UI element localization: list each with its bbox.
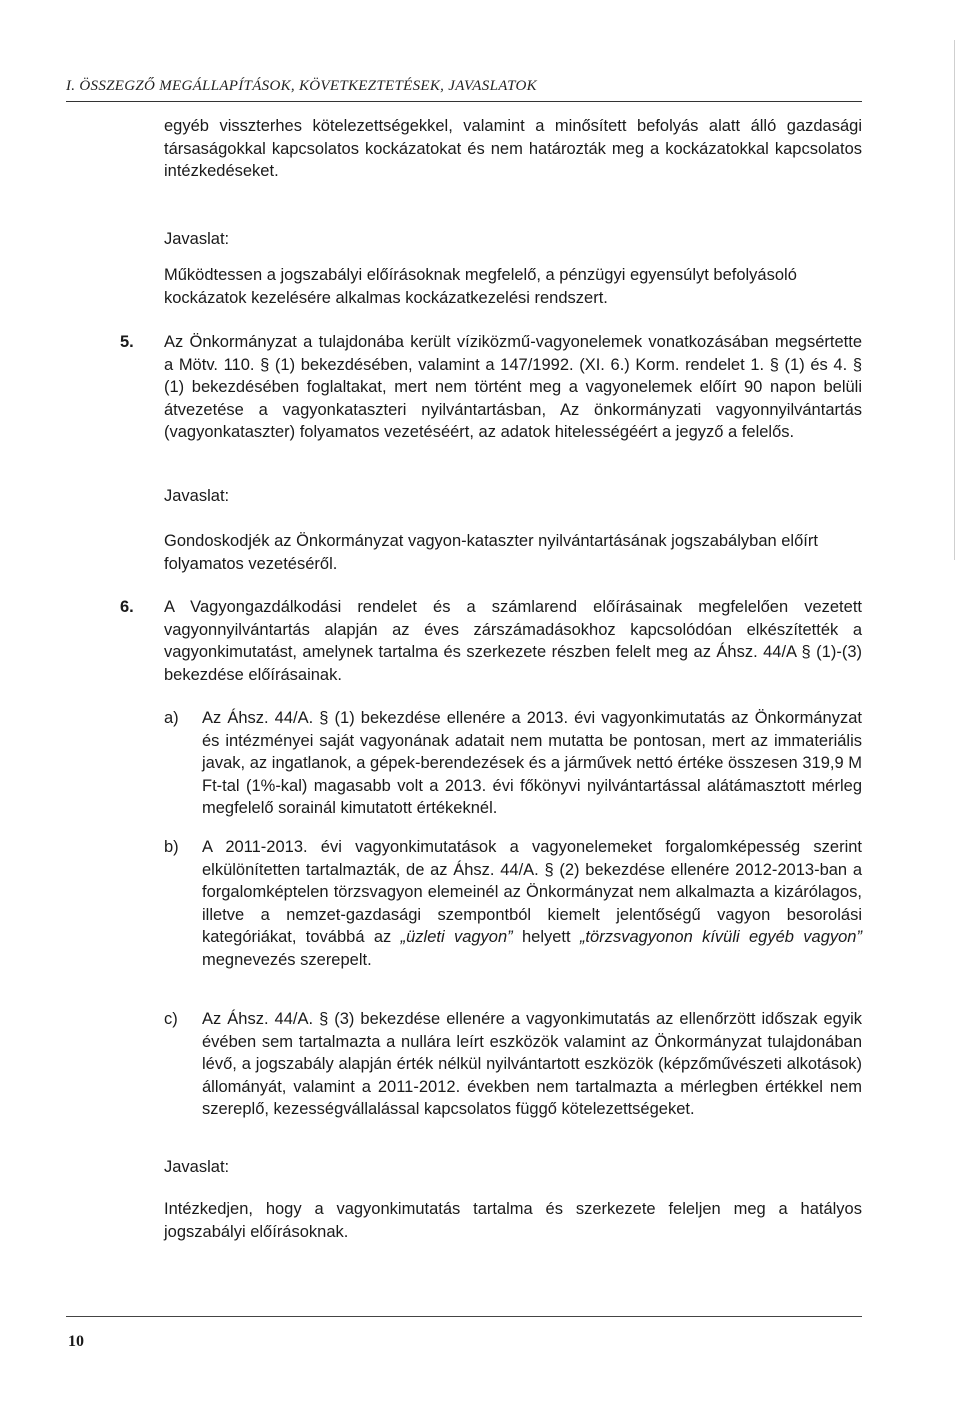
item-b-text-middle: helyett — [512, 928, 580, 947]
finding-number-6: 6. — [120, 598, 134, 616]
item-b-italic-2: „törzsvagyonon kívüli egyéb vagyon” — [579, 928, 862, 947]
page-edge-line — [954, 40, 955, 560]
item-text-c: Az Áhsz. 44/A. § (3) bekezdése ellenére a vagyonkimutatás az ellenőrzött időszak egyik évében sem tartalmazta a nullára leírt eszközök valamint az Önkormányzat tulajdonában lévő, a jogszabály alapján érték nélkül nyilvántartott eszközök (képzőművészeti alkotások) állományát, valamint a 2011-2012. években nem tartalmazta a mérlegben értékkel nem szereplő, kezességvállalással kapcsolatos függő kötelezettségeket. — [202, 1010, 862, 1119]
proposal-text-2: Gondoskodjék az Önkormányzat vagyon-kataszter nyilvántartásának jogszabályban előírt folyamatos vezetéséről. — [164, 532, 818, 573]
item-b-text-before: A 2011-2013. évi vagyonkimutatások a vagyonelemeket forgalomképesség szerint elkülönítetten tartalmazták, de az Áhsz. 44/A. § (2) bekezdése ellenére 2012-2013-ban a forgalomképtelen törzsvagyon elemeinél az Önkormányzat nem alkalmazta a kizárólagos, illetve a nemzet-gazdasági szempontból kiemelt jelentőségű vagyon besorolási kategóriákat, továbbá az — [202, 838, 862, 947]
item-b-text-after: megnevezés szerepelt. — [202, 950, 372, 969]
page-header-title: I. ÖSSZEGZŐ MEGÁLLAPÍTÁSOK, KÖVETKEZTETÉSEK, JAVASLATOK — [66, 78, 537, 94]
proposal-label-1: Javaslat: — [164, 230, 230, 248]
intro-paragraph: egyéb visszterhes kötelezettségekkel, valamint a minősített befolyás alatt álló gazdasági társaságokkal kapcsolatos kockázatokat és nem határozták meg a kockázatokkal kapcsolatos intézkedéseket. — [164, 117, 862, 181]
proposal-text-1: Működtessen a jogszabályi előírásoknak megfelelő, a pénzügyi egyensúlyt befolyásoló kockázatok kezelésére alkalmas kockázatkezelési rendszert. — [164, 266, 797, 307]
footer-divider — [66, 1316, 862, 1317]
finding-number-5: 5. — [120, 333, 134, 351]
page-number: 10 — [68, 1333, 84, 1350]
item-letter-a: a) — [164, 709, 179, 727]
proposal-label-2: Javaslat: — [164, 487, 230, 505]
finding-text-5: Az Önkormányzat a tulajdonába került víziközmű-vagyonelemek vonatkozásában megsértette a Mötv. 110. § (1) bekezdésében, valamint a 147/1992. (XI. 6.) Korm. rendelet 1. § (1) és 4. § (1) bekezdésében foglaltakat, mert nem történt meg a vagyonelemek előírt 90 napon belüli átvezetése a vagyonkataszteri nyilvántartásban, Az önkormányzati vagyonnyilvántartás (vagyonkataszter) folyamatos vezetéséért, az adatok hitelességéért a jegyző a felelős. — [164, 333, 862, 442]
item-letter-c: c) — [164, 1010, 178, 1028]
item-letter-b: b) — [164, 838, 179, 856]
proposal-text-3: Intézkedjen, hogy a vagyonkimutatás tartalma és szerkezete feleljen meg a hatályos jogszabályi előírásoknak. — [164, 1200, 862, 1241]
header-divider — [66, 101, 862, 102]
item-text-b — [202, 836, 862, 972]
finding-text-6: A Vagyongazdálkodási rendelet és a számlarend előírásainak megfelelően vezetett vagyonnyilvántartás alapján az éves zárszámadásokhoz kapcsolódóan elkészítették a vagyonkimutatást, amelynek tartalma és szerkezete részben felelt meg az Áhsz. 44/A § (1)-(3) bekezdése előírásainak. — [164, 598, 862, 684]
item-b-italic-1: „üzleti vagyon” — [400, 928, 513, 947]
item-text-a: Az Áhsz. 44/A. § (1) bekezdése ellenére a 2013. évi vagyonkimutatás az Önkormányzat és intézményei saját vagyonának adatait nem mutatta be pontosan, mert az immateriális javak, az ingatlanok, a gépek-berendezések és a járművek nettó értéke összesen 319,9 M Ft-tal (1%-kal) magasabb volt a 2013. évi főkönyvi nyilvántartással alátámasztott mérleg megfelelő sorainál kimutatott értékeknél. — [202, 709, 862, 818]
proposal-label-3: Javaslat: — [164, 1158, 230, 1176]
